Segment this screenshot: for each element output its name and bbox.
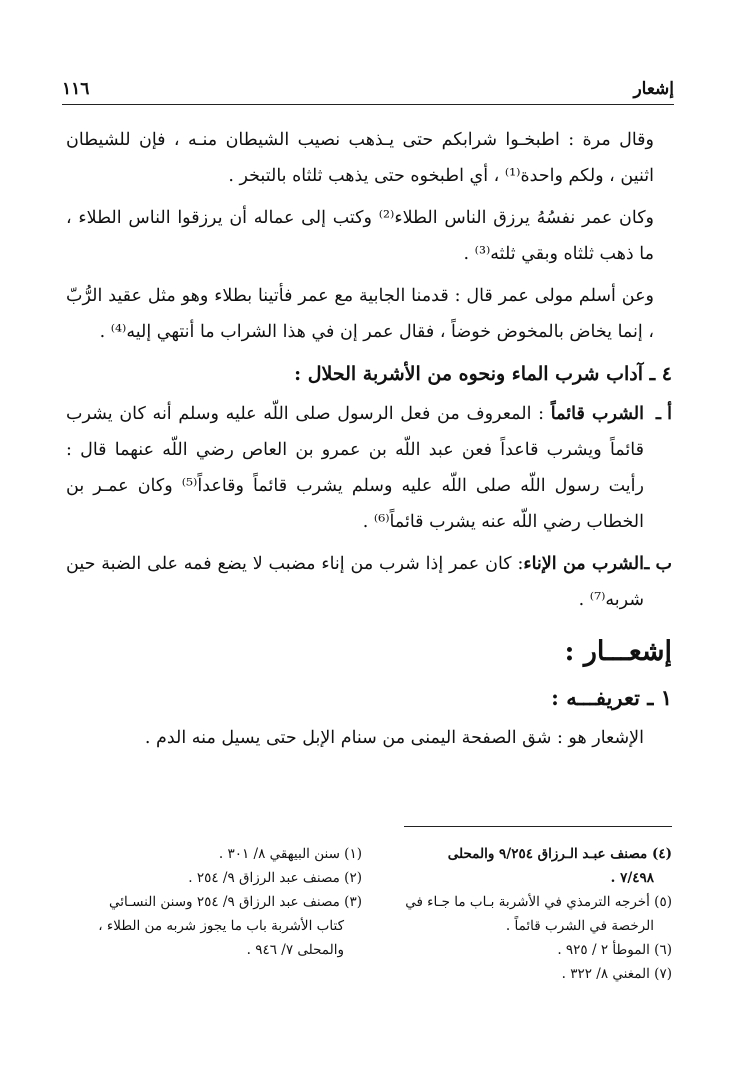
running-title: إشعار — [633, 79, 674, 99]
footnote-5-cont: الرخصة في الشرب قائماً . — [505, 918, 654, 934]
footnotes — [62, 842, 672, 1022]
page-number: ١١٦ — [62, 79, 90, 99]
footnote-5: (٥) أخرجه الترمذي في الأشربة بـاب ما جـاء في — [405, 894, 672, 910]
footnote-3-cont: كتاب الأشربة باب ما يجوز شربه من الطلاء ، — [98, 918, 344, 934]
item-b-title: الشرب من الإناء — [523, 554, 644, 574]
paragraph-1: وقال مرة : اطبخـوا شرابكم حتى يـذهب نصيب الشيطان منـه ، فإن للشيطان اثنين ، ولكم واحدة⁽¹⁾ ، أي اطبخوه حتى يذهب ثلثاه بالتبخر . — [66, 130, 654, 186]
item-a-text: : المعروف من فعل الرسول صلى اللّه عليه وسلم أنه كان يشرب قائماً ويشرب قاعداً فعن عبد اللّه بن عمرو بن العاص رضي اللّه عنهما قال : رأيت رسول اللّه صلى اللّه عليه وسلم يشرب قائماً وقاعداً⁽⁵⁾ وكان عمـر بن الخطاب رضي اللّه عنه يشرب قائماً⁽⁶⁾ . — [66, 404, 644, 532]
paragraph-3: وعن أسلم مولى عمر قال : قدمنا الجابية مع عمر فأتينا بطلاء وهو مثل عقيد الرُّبّ ، إنما يخاض بالمخوض خوضاً ، فقال عمر إن في هذا الشراب ما أنتهي إليه⁽⁴⁾ . — [66, 286, 654, 342]
footnote-4-cont: ٧/٤٩٨ . — [610, 870, 654, 886]
section-4-heading: ٤ ـ آداب شرب الماء ونحوه من الأشربة الحلال : — [294, 363, 672, 385]
footnote-2: (٢) مصنف عبد الرزاق ٩/ ٢٥٤ . — [188, 870, 362, 886]
footnote-divider — [404, 826, 672, 827]
definition-text: الإشعار هو : شق الصفحة اليمنى من سنام الإبل حتى يسيل منه الدم . — [144, 728, 644, 748]
list-item-b — [66, 546, 672, 618]
footnote-3: (٣) مصنف عبد الرزاق ٩/ ٢٥٤ وسنن النسـائي — [109, 894, 362, 910]
ishaar-heading: إشعـــار : — [564, 636, 672, 667]
paragraph-2: وكان عمر نفسُهُ يرزق الناس الطلاء⁽²⁾ وكتب إلى عماله أن يرزقوا الناس الطلاء ، ما ذهب ثلثاه وبقي ثلثه⁽³⁾ . — [66, 208, 654, 264]
header-divider — [62, 104, 674, 105]
footnotes-right-column — [62, 842, 362, 1022]
item-a-title: الشرب قائماً — [550, 404, 644, 424]
list-item-a — [66, 396, 672, 540]
definition-heading: ١ ـ تعريفـــه : — [551, 685, 672, 710]
footnotes-left-column — [380, 842, 672, 1022]
item-b-marker: ب ـ — [644, 554, 672, 574]
main-text — [66, 122, 672, 762]
footnote-6: (٦) الموطأ ٢ / ٩٢٥ . — [557, 942, 672, 958]
footnote-4: (٤) مصنف عبـد الـرزاق ٩/٢٥٤ والمحلى — [447, 846, 672, 862]
item-b-text: : كان عمر إذا شرب من إناء مضبب لا يضع فمه على الضبة حين شربه⁽⁷⁾ . — [66, 554, 644, 610]
footnote-3-cont2: والمحلى ٧/ ٩٤٦ . — [246, 942, 344, 958]
running-header — [62, 76, 674, 102]
item-a-marker: أ ـ — [655, 404, 672, 424]
footnote-1: (١) سنن البيهقي ٨/ ٣٠١ . — [218, 846, 362, 862]
footnote-7: (٧) المغني ٨/ ٣٢٢ . — [561, 966, 672, 982]
